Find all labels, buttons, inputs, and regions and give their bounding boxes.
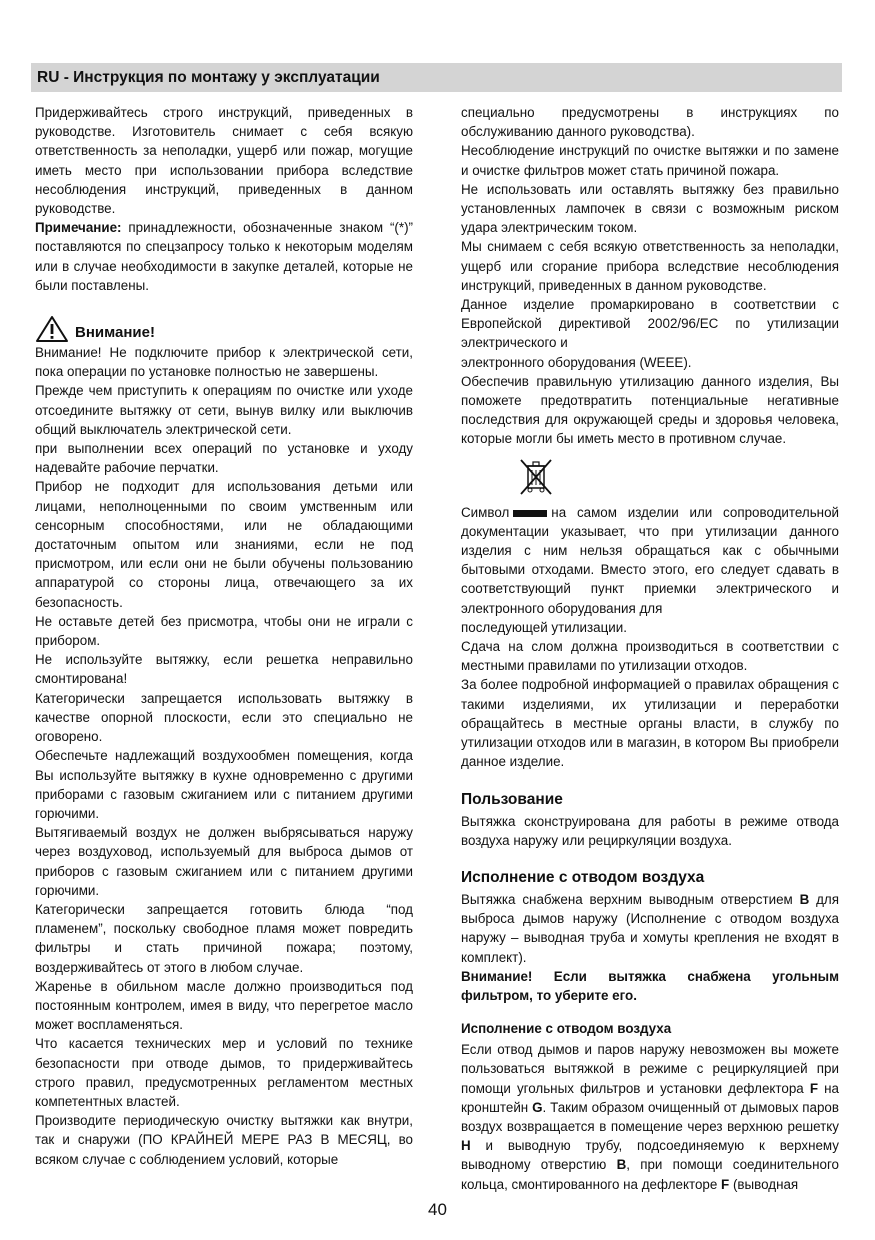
text-paragraph: Обеспечив правильную утилизацию данного изделия, Вы поможете предотвратить потенциальные негативные последствия для окружающей среды и здоровья человека, которые могли бы иметь место в противном случае. bbox=[461, 373, 839, 447]
label-b: B bbox=[799, 891, 810, 907]
usage-paragraph: Вытяжка сконструирована для работы в режиме отвода воздуха наружу или рециркуляции воздуха. bbox=[461, 813, 839, 848]
usage-heading: Пользование bbox=[461, 790, 563, 808]
recirc-text: на кронштейн bbox=[461, 1080, 839, 1115]
note-label: Примечание: bbox=[35, 220, 122, 236]
recirc-text: и выводную трубу, подсоединяемую к верхнему выводному отверстию bbox=[461, 1138, 839, 1173]
text-paragraph: Мы снимаем с себя всякую ответственность за неполадки, ущерб или сгорание прибора вследствие несоблюдения инструкций, приведенных в данном руководстве. bbox=[461, 239, 839, 293]
recirc-text: (выводная bbox=[729, 1176, 799, 1192]
warning-triangle-icon bbox=[35, 315, 69, 343]
label-f: F bbox=[721, 1176, 730, 1192]
recirculation-heading: Исполнение с отводом воздуха bbox=[461, 1021, 672, 1037]
left-column bbox=[35, 103, 413, 1169]
section-header bbox=[31, 63, 842, 92]
label-f: F bbox=[809, 1080, 819, 1096]
warning-paragraph: Внимание! Не подключите прибор к электрической сети, пока операции по установке полностью не завершены. bbox=[35, 345, 413, 380]
symbol-word: Символ bbox=[461, 504, 510, 520]
label-h: H bbox=[461, 1138, 471, 1154]
exhaust-paragraph bbox=[461, 890, 839, 967]
text-paragraph: специально предусмотрены в инструкциях по обслуживанию данного руководства). bbox=[461, 105, 839, 140]
text-paragraph: Не использовать или оставлять вытяжку без правильно установленных лампочек в связи с возможным риском удара электрическим током. bbox=[461, 181, 839, 236]
black-bar-symbol bbox=[513, 510, 547, 517]
warning-title: Внимание! bbox=[75, 324, 155, 342]
text-paragraph: Данное изделие промаркировано в соответствии с Европейской директивой 2002/96/EC по утилизации электрического и bbox=[461, 297, 839, 351]
warning-paragraph: Категорически запрещается использовать вытяжку в качестве опорной плоскости, если это специально не оговорено. bbox=[35, 690, 413, 745]
note-text: принадлежности, обозначенные знаком “(*)” поставляются по спецзапросу только к некоторым моделям или в случае необходимости в закупке деталей, которые не были поставлены. bbox=[35, 220, 413, 293]
text-paragraph: Сдача на слом должна производиться в соответствии с местными правилами по утилизации отходов. bbox=[461, 639, 839, 674]
exhaust-warning: Внимание! Если вытяжка снабжена угольным фильтром, то уберите его. bbox=[461, 968, 839, 1003]
warning-paragraph: Прибор не подходит для использования детьми или лицами, неполноценными по своим умственным или сенсорным способностями, или не обладающими достаточным опытом или знаниями, если не под присмотром, или если они не были обучены пользованию аппаратурой со стороны лица, отвечающего за их безопасность. bbox=[35, 479, 413, 610]
text-paragraph: Несоблюдение инструкций по очистке вытяжки и по замене и очистке фильтров может стать причиной пожара. bbox=[461, 143, 839, 178]
warning-paragraph: Прежде чем приступить к операциям по очистке или уходе отсоедините вытяжку от сети, вынув вилку или выключив общий выключатель электрической сети. bbox=[35, 383, 413, 437]
warning-paragraph: Категорически запрещается готовить блюда “под пламенем”, поскольку свободное пламя может повредить фильтры и стать причиной пожара; поэтому, воздерживайтесь от этого в любом случае. bbox=[35, 901, 413, 975]
exhaust-heading: Исполнение с отводом воздуха bbox=[461, 868, 705, 886]
section-title: RU - Инструкция по монтажу у эксплуатации bbox=[37, 69, 380, 86]
text-paragraph: За более подробной информацией о правилах обращения с такими изделиями, их утилизации и переработки обращайтесь в местные органы власти, в службу по утилизации отходов или в магазин, в котором Вы приобрели данное изделие. bbox=[461, 677, 839, 770]
intro-paragraph: Придерживайтесь строго инструкций, приведенных в руководстве. Изготовитель снимает с себя всякую ответственность за неполадки, ущерб или пожар, могущие иметь место при использовании прибора вследствие несоблюдения инструкций, приведенных в данном руководстве. bbox=[35, 105, 413, 217]
exhaust-text: Вытяжка снабжена верхним выводным отверстием bbox=[461, 891, 800, 907]
text-paragraph: последующей утилизации. bbox=[461, 619, 627, 635]
symbol-text: на самом изделии или сопроводительной документации указывает, что при утилизации данного изделия с ним нельзя обращаться как с обычными бытовыми отходами. Вместо этого, его следует сдавать в соответствующий пункт приемки электрического и электронного оборудования для bbox=[461, 504, 839, 616]
warning-paragraph: Не оставьте детей без присмотра, чтобы они не играли с прибором. bbox=[35, 613, 413, 649]
warning-paragraph: Вытягиваемый воздух не должен выбрясываться наружу через воздуховод, используемый для выброса дымов от приборов с газовым сжиганием или с питанием другими горючими. bbox=[35, 825, 413, 898]
recirc-text: Если отвод дымов и паров наружу невозможен вы можете пользоваться вытяжкой в режиме с рециркуляцией при помощи угольных фильтров и установки дефлектора bbox=[461, 1042, 839, 1096]
recirc-text: , при помощи соединительного кольца, смонтированного на дефлекторе bbox=[461, 1157, 839, 1192]
label-g: G bbox=[532, 1099, 543, 1115]
warning-heading bbox=[35, 309, 413, 343]
page-number: 40 bbox=[428, 1200, 447, 1219]
label-b: B bbox=[616, 1157, 627, 1173]
warning-paragraph: при выполнении всех операций по установке и уходу надевайте рабочие перчатки. bbox=[35, 441, 413, 476]
recirc-text: . Таким образом очищенный от дымовых паров воздух возвращается в помещение через верхнюю решетку bbox=[461, 1099, 839, 1134]
text-paragraph: электронного оборудования (WEEE). bbox=[461, 354, 692, 370]
warning-paragraph: Жаренье в обильном масле должно производиться под постоянным контролем, имея в виду, что перегретое масло может воспламеняться. bbox=[35, 978, 413, 1033]
crossed-bin-icon bbox=[516, 457, 839, 497]
symbol-paragraph bbox=[461, 503, 839, 618]
warning-paragraph: Обеспечьте надлежащий воздухообмен помещения, когда Вы используйте вытяжку в кухне одновременно с другими приборами с газовым сжиганием или с питанием другими горючими. bbox=[35, 748, 413, 821]
note-paragraph bbox=[35, 218, 413, 295]
exhaust-text: для выброса дымов наружу (Исполнение с отводом воздуха наружу – выводная труба и хомуты крепления не входят в комплект). bbox=[461, 891, 839, 965]
recirculation-paragraph bbox=[461, 1040, 839, 1194]
right-column bbox=[461, 103, 839, 1194]
warning-paragraph: Что касается технических мер и условий по технике безопасности при отводе дымов, то придерживайтесь строго правил, предусмотренных регламентом местных компетентных властей. bbox=[35, 1036, 413, 1109]
warning-paragraph: Не используйте вытяжку, если решетка неправильно смонтирована! bbox=[35, 652, 413, 687]
warning-paragraph: Производите периодическую очистку вытяжки как внутри, так и снаружи (ПО КРАЙНЕЙ МЕРЕ РАЗ В МЕСЯЦ, во всяком случае с соблюдением условий, которые bbox=[35, 1113, 413, 1167]
